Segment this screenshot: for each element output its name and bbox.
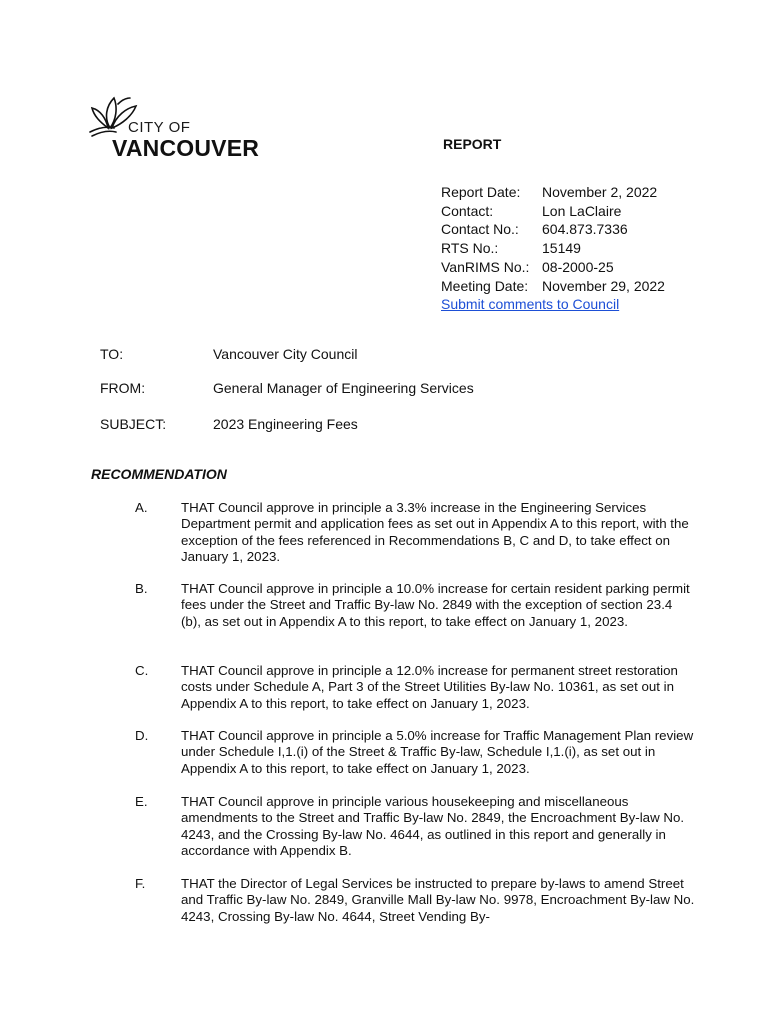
report-heading: REPORT (443, 136, 502, 152)
submit-comments-link[interactable]: Submit comments to Council (441, 296, 620, 313)
meta-label: VanRIMS No.: (441, 258, 530, 275)
meta-row-contact (441, 202, 665, 221)
meta-label: Contact: (441, 202, 494, 219)
recommendation-item (135, 876, 695, 925)
meta-value: Lon LaClaire (542, 202, 622, 219)
recommendation-text: THAT Council approve in principle a 5.0% increase for Traffic Management Plan review under Schedule I,1.(i) of the Street & Traffic By-law, Schedule I,1.(i), as set out in Appendix A to this report, to take effect on January 1, 2023. (181, 728, 694, 776)
to-value: Vancouver City Council (213, 346, 358, 362)
meta-label: Contact No.: (441, 221, 519, 238)
recommendation-text: THAT Council approve in principle various housekeeping and miscellaneous amendments to the Street and Traffic By-law No. 2849, the Encroachment By-law No. 4243, and the Crossing By-law No. 4644, as outlined in this report and generally in accordance with Appendix B. (181, 794, 685, 858)
recommendation-letter: A. (135, 500, 148, 515)
recommendation-text: THAT Council approve in principle a 12.0% increase for permanent street restoration costs under Schedule A, Part 3 of the Street Utilities By-law No. 10361, as set out in Appendix A to this report, to take effect on January 1, 2023. (181, 663, 678, 711)
recommendation-item (135, 794, 695, 859)
subject-value: 2023 Engineering Fees (213, 416, 358, 432)
recommendation-item (135, 500, 695, 565)
report-metadata (441, 183, 665, 314)
recommendation-item (135, 728, 695, 777)
meta-value: 08-2000-25 (542, 258, 614, 275)
meta-value: 15149 (542, 240, 581, 257)
recommendation-item (135, 663, 695, 712)
from-value: General Manager of Engineering Services (213, 380, 474, 396)
meta-row-rts-no (441, 239, 665, 258)
subject-label: SUBJECT: (100, 416, 167, 432)
meta-value: November 29, 2022 (542, 277, 665, 294)
subject-row (100, 416, 358, 432)
meta-row-report-date (441, 183, 665, 202)
meta-label: Meeting Date: (441, 277, 529, 294)
recommendation-item (135, 581, 695, 630)
from-row (100, 380, 474, 396)
to-row (100, 346, 357, 362)
meta-value: 604.873.7336 (542, 221, 628, 238)
recommendation-letter: B. (135, 581, 148, 596)
meta-row-meeting-date (441, 277, 665, 296)
recommendation-letter: F. (135, 876, 146, 891)
to-label: TO: (100, 346, 124, 362)
recommendation-text: THAT Council approve in principle a 10.0% increase for certain resident parking permit fees under the Street and Traffic By-law No. 2849 with the exception of section 23.4 (b), as set out in Appendix A to this report, to take effect on January 1, 2023. (181, 581, 690, 629)
meta-label: RTS No.: (441, 240, 499, 257)
meta-value: November 2, 2022 (542, 184, 658, 200)
logo-city-of: CITY OF (128, 119, 191, 136)
recommendation-heading: RECOMMENDATION (91, 466, 227, 482)
logo-vancouver: VANCOUVER (112, 135, 260, 161)
from-label: FROM: (100, 380, 146, 396)
city-of-vancouver-logo (88, 92, 268, 162)
meta-label: Report Date: (441, 184, 521, 200)
recommendation-letter: C. (135, 663, 149, 678)
recommendation-letter: E. (135, 794, 148, 809)
meta-row-vanrims-no (441, 258, 665, 277)
recommendation-text: THAT the Director of Legal Services be instructed to prepare by-laws to amend Street and Traffic By-law No. 2849, Granville Mall By-law No. 9978, Encroachment By-law No. 4243, Crossing By-law No. 4644, Street Vending By- (181, 876, 695, 924)
recommendation-text: THAT Council approve in principle a 3.3% increase in the Engineering Services Department permit and application fees as set out in Appendix A to this report, with the exception of the fees referenced in Recommendations B, C and D, to take effect on January 1, 2023. (181, 500, 689, 564)
meta-row-contact-no (441, 220, 665, 239)
recommendation-letter: D. (135, 728, 149, 743)
